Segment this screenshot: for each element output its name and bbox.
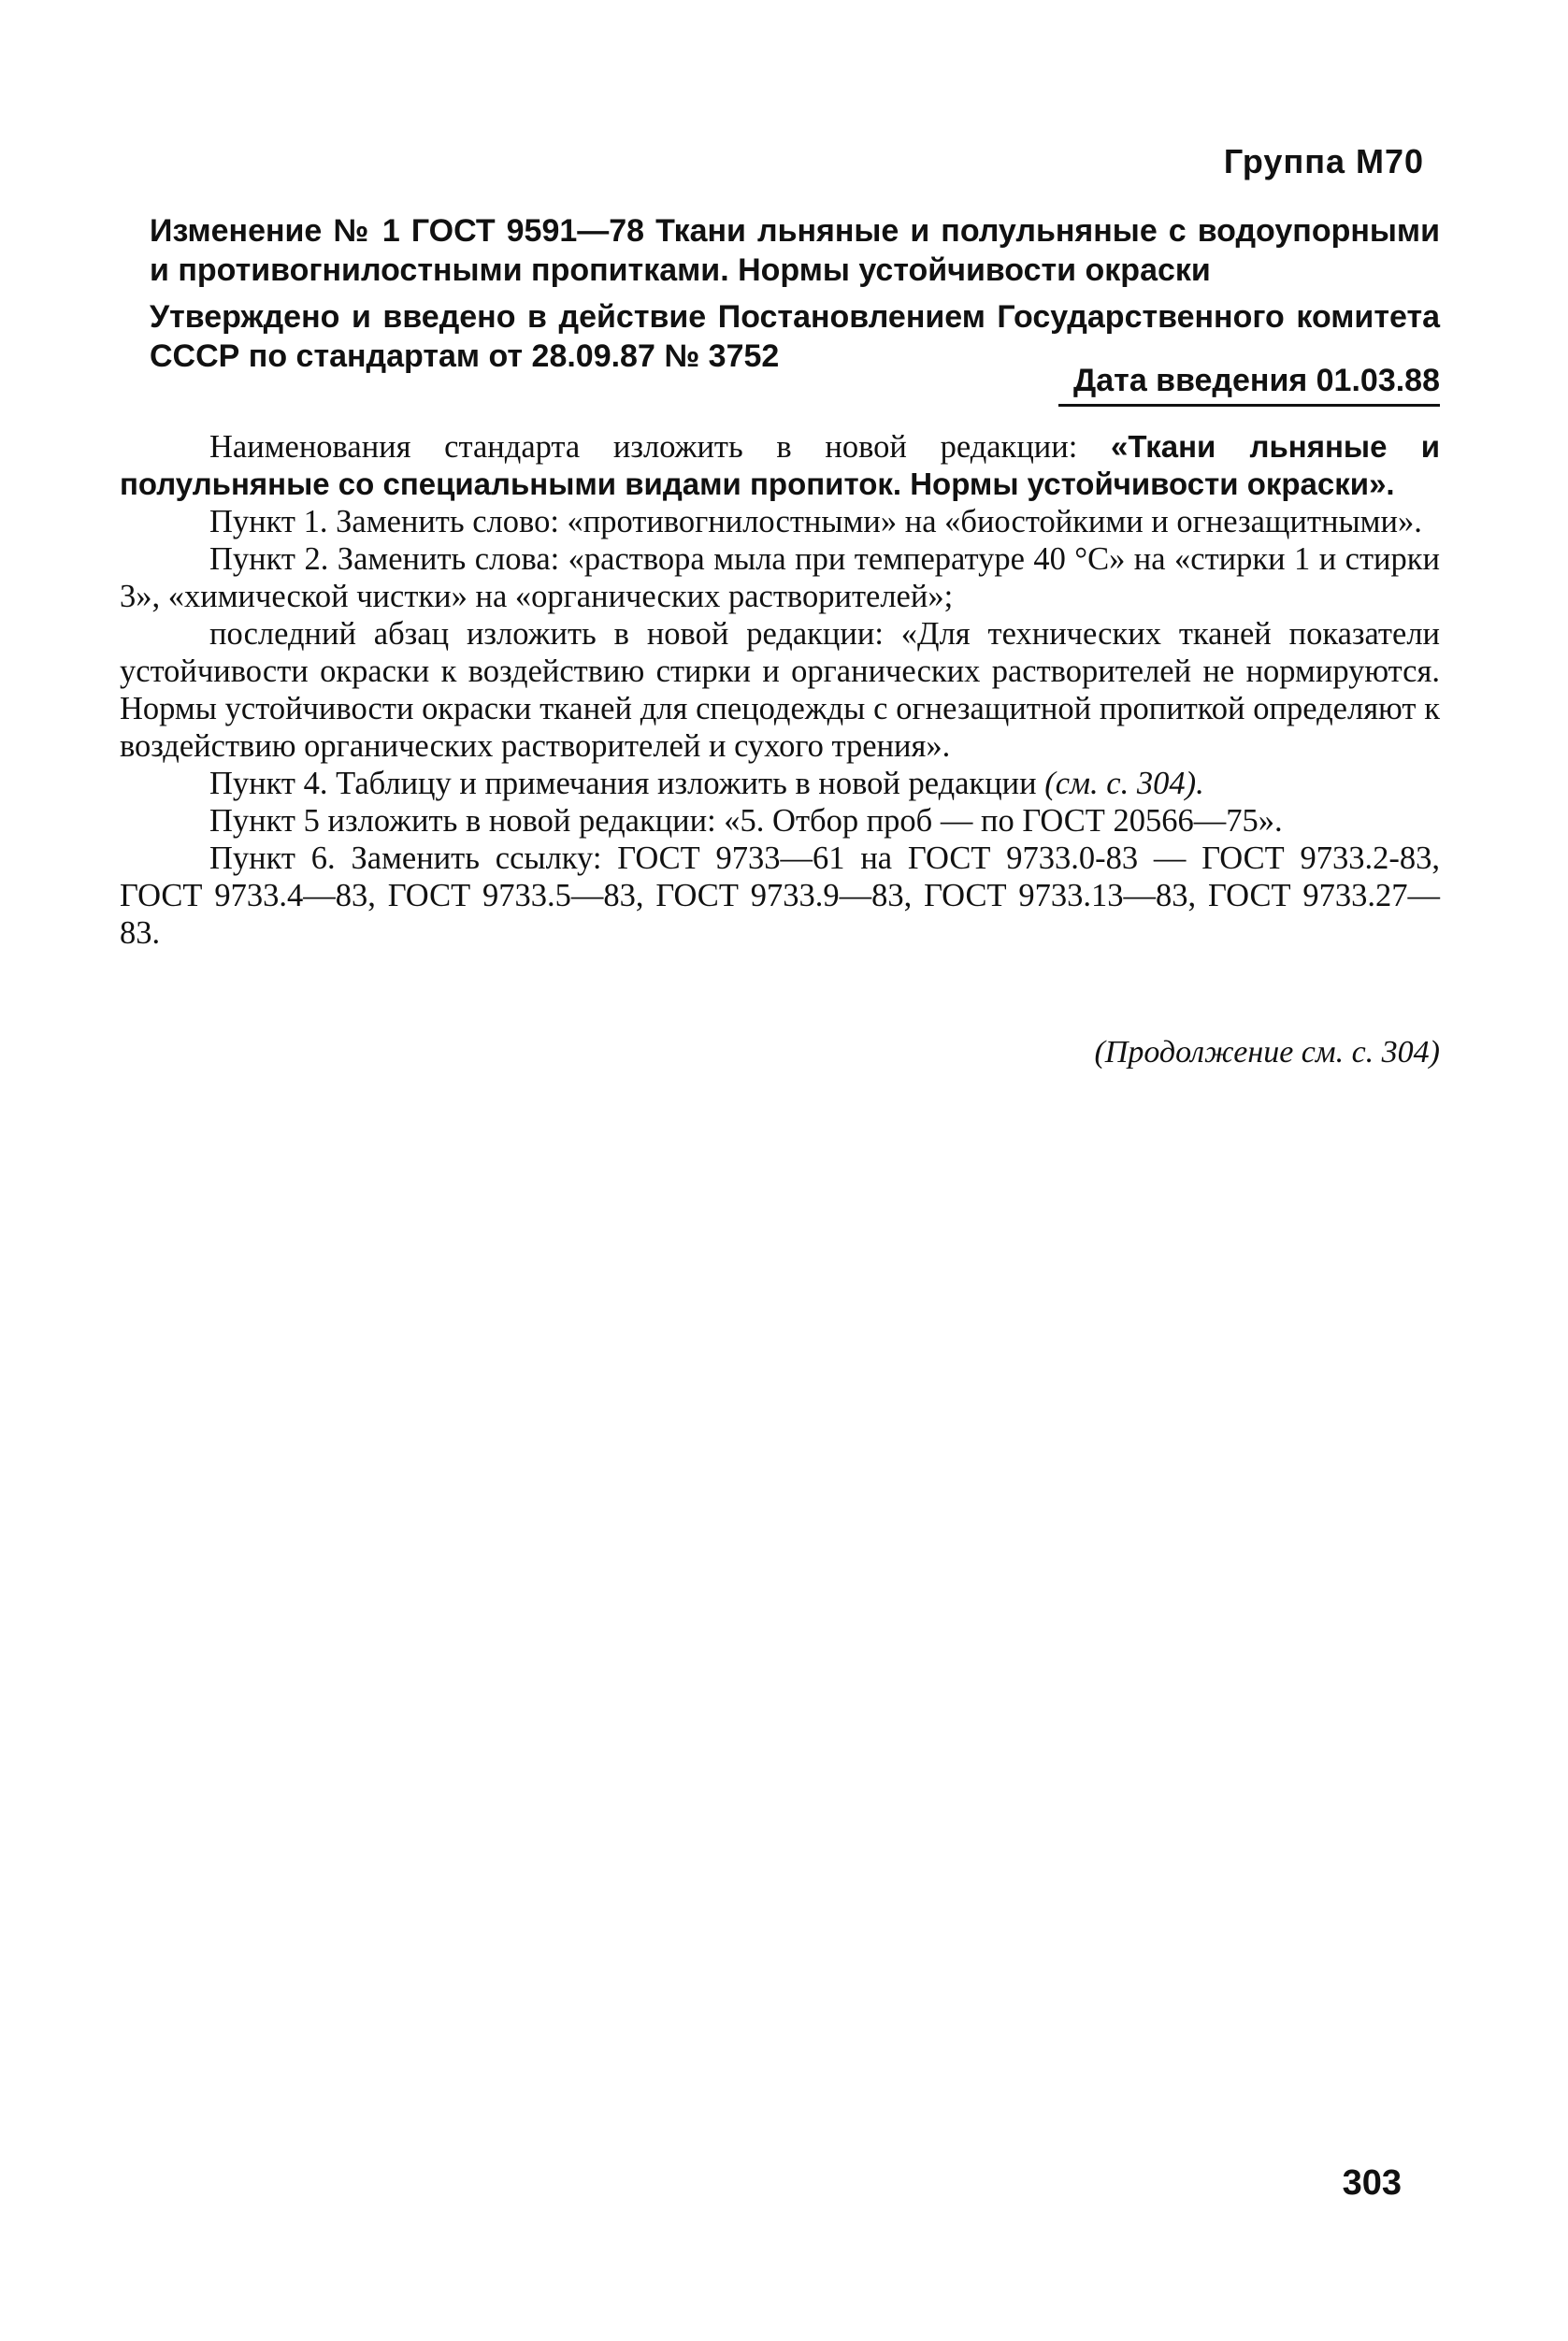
paragraph-text: Наименования стандарта изложить в новой редакции: (209, 429, 1111, 465)
new-standard-name: «Ткани льняные и полульняные со специальными видами пропиток. Нормы устойчивости окраски». (120, 429, 1440, 501)
paragraph-standard-name (120, 428, 1440, 503)
effective-date: Дата введения 01.03.88 (1058, 361, 1440, 407)
amendment-title: Изменение № 1 ГОСТ 9591—78 Ткани льняные и полульняные с водоупорными и противогнилостными пропитками. Нормы устойчивости окраски (150, 213, 1440, 288)
page-reference: (см. с. 304). (1044, 766, 1204, 801)
paragraph-item-1: Пункт 1. Заменить слово: «противогнилостными» на «биостойкими и огнезащитными». (209, 504, 1422, 539)
page-number: 303 (1342, 2163, 1402, 2203)
paragraph-item-2: Пункт 2. Заменить слова: «раствора мыла при температуре 40 °С» на «стирки 1 и стирки 3», «химической чистки» на «органических растворителей»; (120, 541, 1440, 614)
paragraph-text: Пункт 4. Таблицу и примечания изложить в новой редакции (209, 766, 1045, 801)
continuation-note: (Продолжение см. с. 304) (1094, 1035, 1440, 1070)
paragraph-item-4 (120, 765, 1440, 802)
approval-statement: Утверждено и введено в действие Постановлением Государственного комитета СССР по стандартам от 28.09.87 № 3752 (150, 299, 1440, 374)
paragraph-last-clause: последний абзац изложить в новой редакции: «Для технических тканей показатели устойчивости окраски к воздействию стирки и органических растворителей не нормируются. Нормы устойчивости окраски тканей для спецодежды с огнезащитной пропиткой определяют к воздействию органических растворителей и сухого трения». (120, 616, 1440, 764)
paragraph-item-5: Пункт 5 изложить в новой редакции: «5. Отбор проб — по ГОСТ 20566—75». (209, 803, 1283, 839)
paragraph-item-6: Пункт 6. Заменить ссылку: ГОСТ 9733—61 на ГОСТ 9733.0-83 — ГОСТ 9733.2-83, ГОСТ 9733.4—83, ГОСТ 9733.5—83, ГОСТ 9733.9—83, ГОСТ 9733.13—83, ГОСТ 9733.27—83. (120, 840, 1440, 951)
group-code: Группа М70 (1223, 142, 1424, 180)
amendment-body (120, 428, 1440, 952)
